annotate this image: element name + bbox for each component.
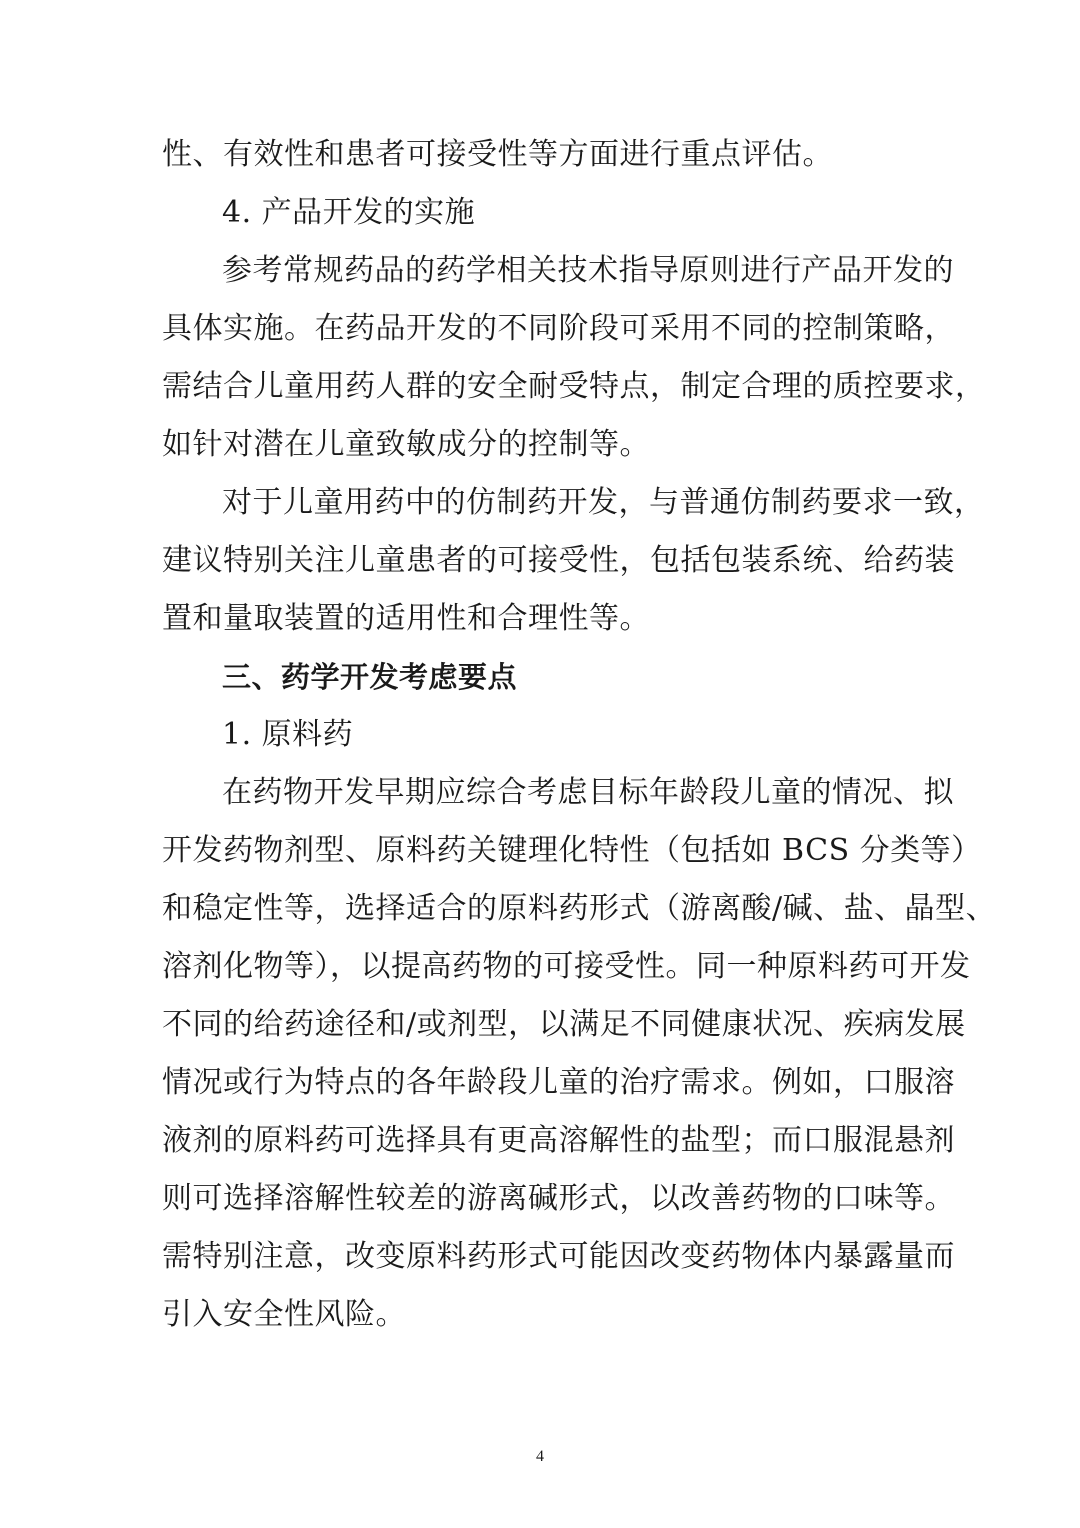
- paragraph-line: 不同的给药途径和/或剂型，以满足不同健康状况、疾病发展: [162, 1007, 966, 1042]
- paragraph-line: 和稳定性等，选择适合的原料药形式（游离酸/碱、盐、晶型、: [162, 891, 997, 926]
- paragraph-line: 需结合儿童用药人群的安全耐受特点，制定合理的质控要求，: [162, 369, 986, 404]
- paragraph-line: 建议特别关注儿童患者的可接受性，包括包装系统、给药装: [162, 543, 955, 578]
- paragraph-line: 性、有效性和患者可接受性等方面进行重点评估。: [162, 137, 833, 172]
- paragraph-line: 参考常规药品的药学相关技术指导原则进行产品开发的: [222, 253, 954, 288]
- document-page: [162, 126, 997, 1344]
- paragraph-line: 具体实施。在药品开发的不同阶段可采用不同的控制策略，: [162, 311, 955, 346]
- paragraph-line: 开发药物剂型、原料药关键理化特性（包括如 BCS 分类等）: [162, 833, 982, 868]
- paragraph-line: 则可选择溶解性较差的游离碱形式，以改善药物的口味等。: [162, 1181, 955, 1216]
- paragraph-line: 在药物开发早期应综合考虑目标年龄段儿童的情况、拟: [222, 775, 954, 810]
- section-heading-pharma-considerations: 三、药学开发考虑要点: [222, 660, 518, 694]
- subsection-heading-api: 1. 原料药: [222, 717, 354, 752]
- page-number: 4: [536, 1448, 544, 1465]
- subsection-heading-product-development: 4. 产品开发的实施: [222, 195, 476, 230]
- paragraph-line: 置和量取装置的适用性和合理性等。: [162, 601, 650, 636]
- paragraph-line: 引入安全性风险。: [162, 1297, 406, 1332]
- paragraph-line: 液剂的原料药可选择具有更高溶解性的盐型；而口服混悬剂: [162, 1123, 955, 1158]
- paragraph-line: 溶剂化物等），以提高药物的可接受性。同一种原料药可开发: [162, 949, 971, 984]
- paragraph-line: 如针对潜在儿童致敏成分的控制等。: [162, 427, 650, 462]
- paragraph-line: 需特别注意，改变原料药形式可能因改变药物体内暴露量而: [162, 1239, 955, 1274]
- paragraph-line: 对于儿童用药中的仿制药开发，与普通仿制药要求一致，: [222, 485, 985, 520]
- paragraph-line: 情况或行为特点的各年龄段儿童的治疗需求。例如，口服溶: [162, 1065, 955, 1100]
